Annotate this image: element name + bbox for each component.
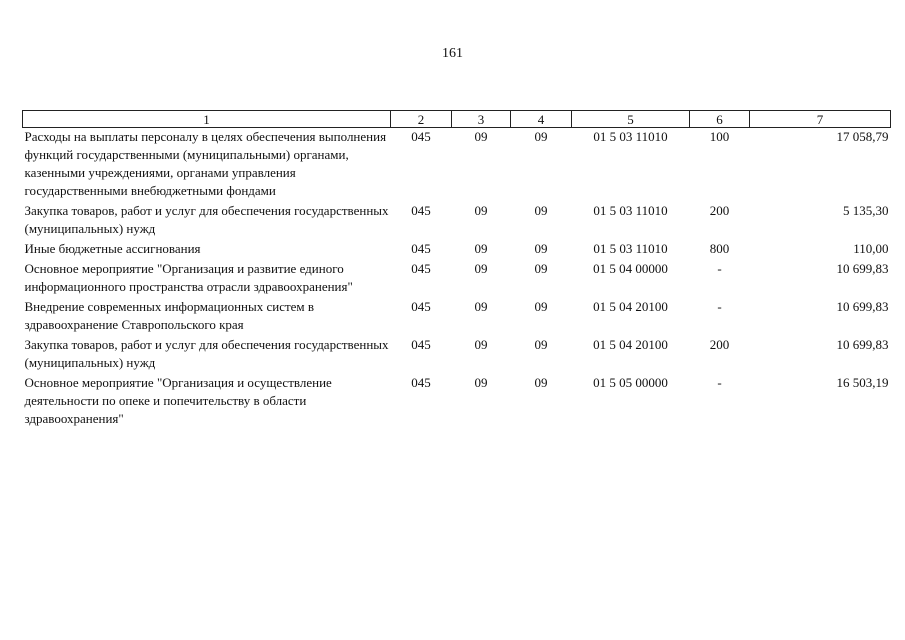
row-target-article: 01 5 03 11010 xyxy=(593,241,668,256)
row-subsection: 09 xyxy=(534,299,548,314)
row-expense-type: 200 xyxy=(709,203,730,218)
row-subsection: 09 xyxy=(534,337,548,352)
row-amount: 110,00 xyxy=(853,241,889,256)
header-col-7: 7 xyxy=(750,111,891,128)
row-section: 09 xyxy=(474,129,488,144)
row-expense-type: 800 xyxy=(709,241,730,256)
row-ministry-code: 045 xyxy=(411,337,431,352)
table-row xyxy=(23,240,891,260)
row-target-article: 01 5 03 11010 xyxy=(593,203,668,218)
row-subsection: 09 xyxy=(534,261,548,276)
row-ministry-code: 045 xyxy=(411,299,431,314)
row-subsection: 09 xyxy=(534,375,548,390)
table-row xyxy=(23,128,891,203)
row-subsection: 09 xyxy=(534,203,548,218)
table-row xyxy=(23,374,891,430)
row-target-article: 01 5 04 20100 xyxy=(593,299,668,314)
header-col-5: 5 xyxy=(572,111,690,128)
header-col-1: 1 xyxy=(23,111,391,128)
row-description: Внедрение современных информационных систем в здравоохранение Ставропольского края xyxy=(24,299,315,332)
row-amount: 5 135,30 xyxy=(843,203,889,218)
row-amount: 10 699,83 xyxy=(836,261,889,276)
row-expense-type: - xyxy=(717,299,722,314)
row-description: Основное мероприятие "Организация и осуществление деятельности по опеке и попечительству в области здравоохранения" xyxy=(24,375,332,426)
header-col-2: 2 xyxy=(391,111,452,128)
row-description: Иные бюджетные ассигнования xyxy=(24,241,201,256)
table-row xyxy=(23,298,891,336)
row-expense-type: 200 xyxy=(709,337,730,352)
row-section: 09 xyxy=(474,337,488,352)
row-description: Расходы на выплаты персоналу в целях обеспечения выполнения функций государственными (муниципальными) органами, казенными учреждениями, органами управления государственными внебюджетными фондами xyxy=(24,129,387,198)
row-ministry-code: 045 xyxy=(411,241,431,256)
row-section: 09 xyxy=(474,241,488,256)
header-col-4: 4 xyxy=(511,111,572,128)
row-description: Закупка товаров, работ и услуг для обеспечения государственных (муниципальных) нужд xyxy=(24,203,389,236)
row-target-article: 01 5 05 00000 xyxy=(593,375,668,390)
row-expense-type: 100 xyxy=(709,129,730,144)
row-subsection: 09 xyxy=(534,129,548,144)
row-target-article: 01 5 03 11010 xyxy=(593,129,668,144)
row-expense-type: - xyxy=(717,375,722,390)
row-ministry-code: 045 xyxy=(411,129,431,144)
row-section: 09 xyxy=(474,375,488,390)
table-row xyxy=(23,202,891,240)
row-amount: 16 503,19 xyxy=(836,375,889,390)
row-amount: 10 699,83 xyxy=(836,337,889,352)
row-amount: 10 699,83 xyxy=(836,299,889,314)
row-description: Закупка товаров, работ и услуг для обеспечения государственных (муниципальных) нужд xyxy=(24,337,389,370)
row-section: 09 xyxy=(474,261,488,276)
row-target-article: 01 5 04 20100 xyxy=(593,337,668,352)
row-ministry-code: 045 xyxy=(411,375,431,390)
row-section: 09 xyxy=(474,299,488,314)
header-col-6: 6 xyxy=(690,111,750,128)
row-ministry-code: 045 xyxy=(411,261,431,276)
page-number: 161 xyxy=(442,46,463,61)
row-ministry-code: 045 xyxy=(411,203,431,218)
table-row xyxy=(23,336,891,374)
header-col-3: 3 xyxy=(452,111,511,128)
row-subsection: 09 xyxy=(534,241,548,256)
row-expense-type: - xyxy=(717,261,722,276)
budget-table xyxy=(22,110,891,430)
row-amount: 17 058,79 xyxy=(836,129,889,144)
row-description: Основное мероприятие "Организация и развитие единого информационного пространства отрасли здравоохранения" xyxy=(24,261,353,294)
table-header-row xyxy=(23,111,891,128)
table-row xyxy=(23,260,891,298)
row-target-article: 01 5 04 00000 xyxy=(593,261,668,276)
row-section: 09 xyxy=(474,203,488,218)
